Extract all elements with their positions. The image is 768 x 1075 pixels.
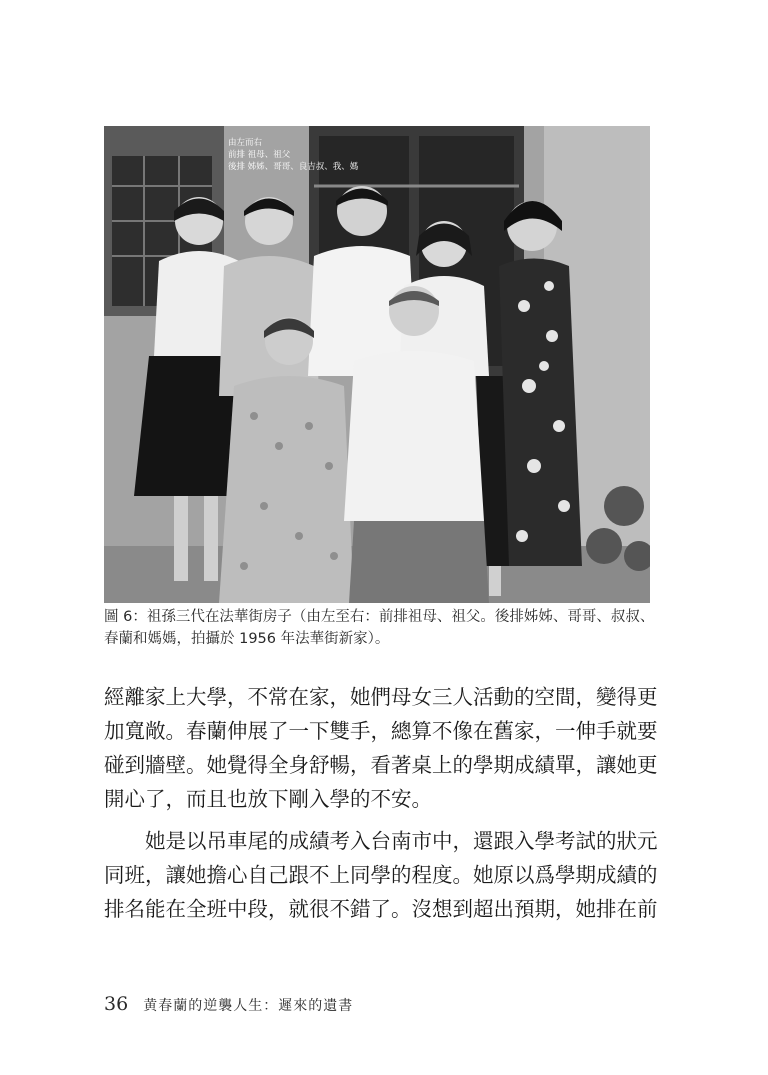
figure-caption (104, 606, 664, 650)
inset-caption-line: 由左而右 (228, 138, 263, 148)
body-line: 經離家上大學，不常在家，她們母女三人活動的空間，變得更 (104, 685, 658, 709)
photo-inset-caption (228, 137, 358, 173)
paragraph-gap (104, 816, 664, 824)
body-line: 同班，讓她擔心自己跟不上同學的程度。她原以爲學期成績的 (104, 863, 658, 887)
caption-line: 圖 6：祖孫三代在法華街房子（由左至右：前排祖母、祖父。後排姊姊、哥哥、叔叔、 (104, 609, 655, 625)
family-photo (104, 126, 650, 603)
body-line: 碰到牆壁。她覺得全身舒暢，看著桌上的學期成績單，讓她更 (104, 753, 658, 777)
book-title: 黄春蘭的逆襲人生：遲來的遺書 (143, 998, 354, 1014)
page-number: 36 (104, 993, 129, 1015)
inset-caption-line: 後排 姊姊、哥哥、良吉叔、我、媽 (228, 162, 359, 172)
inset-caption-line: 前排 祖母、祖父 (228, 150, 291, 160)
body-text (104, 680, 664, 926)
body-line: 排名能在全班中段，就很不錯了。沒想到超出預期，她排在前 (104, 897, 658, 921)
body-line: 加寬敞。春蘭伸展了一下雙手，總算不像在舊家，一伸手就要 (104, 719, 658, 743)
body-line: 她是以吊車尾的成績考入台南市中，還跟入學考試的狀元 (104, 829, 658, 853)
caption-line: 春蘭和媽媽，拍攝於 1956 年法華街新家）。 (104, 631, 390, 647)
body-line: 開心了，而且也放下剛入學的不安。 (104, 787, 432, 811)
family-photo-illustration (104, 126, 650, 603)
page-footer (104, 993, 353, 1015)
